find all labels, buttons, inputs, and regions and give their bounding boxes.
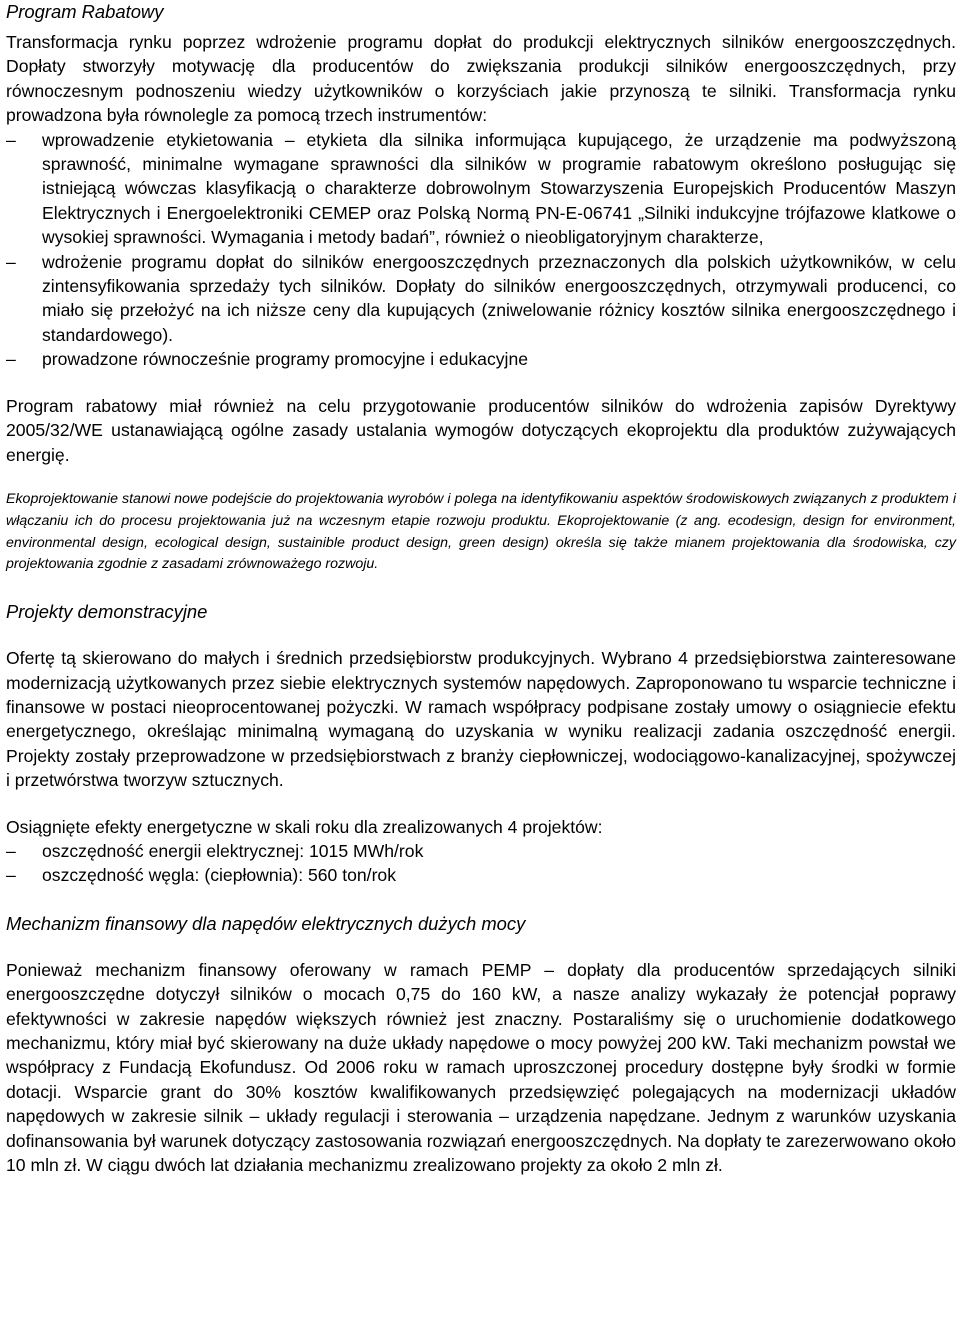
section-title-mechanizm-finansowy: Mechanizm finansowy dla napędów elektrycznych dużych mocy bbox=[6, 912, 526, 934]
list-item-text: wprowadzenie etykietowania – etykieta dla silnika informująca kupującego, że urządzenie ma podwyższoną sprawność, minimalne wymagane sprawności dla silników w programie rabatowym określono posługując się istniejącą wówczas klasyfikacją o charakterze dobrowolnym Stowarzyszenia Europejskich Producentów Maszyn Elektrycznych i Energoelektroniki CEMEP oraz Polską Normą PN-E-06741 „Silniki indukcyjne trójfazowe klatkowe o wysokiej sprawności. Wymagania i metody badań”, również o nieobligatoryjnym charakterze, bbox=[42, 129, 956, 248]
ecodesign-note: Ekoprojektowanie stanowi nowe podejście do projektowania wyrobów i polega na identyfikowaniu aspektów środowiskowych związanych z produktem i włączaniu ich do procesu projektowania już na wczesnym etapie rozwoju produktu. Ekoprojektowanie (z ang. ecodesign, design for environment, environmental design, ecological design, sustainible product design, green design) określa się także mianem projektowania dla środowiska, czy projektowania zgodnie z zasadami zrównoważego rozwoju. bbox=[6, 490, 956, 573]
effects-intro: Osiągnięte efekty energetyczne w skali roku dla zrealizowanych 4 projektów: bbox=[6, 816, 603, 837]
list-item-text: wdrożenie programu dopłat do silników energooszczędnych przeznaczonych dla polskich użytkowników, w celu zintensyfikowania sprzedaży tych silników. Dopłaty do silników energooszczędnych, otrzymywali producenci, co miało się przełożyć na ich niższe ceny dla kupujących (zniwelowanie różnicy kosztów silnika energooszczędnego i standardowego). bbox=[42, 251, 956, 345]
list-item bbox=[6, 250, 956, 348]
list-item bbox=[6, 128, 956, 250]
section-title-program-rabatowy: Program Rabatowy bbox=[6, 1, 164, 22]
dash-bullet-icon: – bbox=[6, 251, 16, 272]
dash-bullet-icon: – bbox=[6, 129, 16, 150]
dash-bullet-icon: – bbox=[6, 349, 16, 370]
demo-projects-paragraph: Ofertę tą skierowano do małych i średnich przedsiębiorstw produkcyjnych. Wybrano 4 przedsiębiorstwa zainteresowane modernizacją użytkowanych przez siebie elektrycznych systemów napędowych. Zaproponowano tu wsparcie techniczne i finansowe w postaci nieoprocentowanej pożyczki. W ramach współpracy podpisane zostały umowy o osiągniecie efektu energetycznego, określając minimalną wymaganą do uzyskania w wyniku realizacji zadania oszczędność energii. Projekty zostały przeprowadzone w przedsiębiorstwach z branży ciepłowniczej, wodociągowo-kanalizacyjnej, spożywczej i przetwórstwa tworzyw sztucznych. bbox=[6, 648, 956, 791]
instruments-list bbox=[6, 128, 956, 372]
intro-paragraph: Transformacja rynku poprzez wdrożenie programu dopłat do produkcji elektrycznych silników energooszczędnych. Dopłaty stworzyły motywację dla producentów do zwiększania produkcji silników energooszczędnych, przy równoczesnym podnoszeniu wiedzy użytkowników o korzyściach jakie przynoszą te silniki. Transformacja rynku prowadzona była równolegle za pomocą trzech instrumentów: bbox=[6, 32, 956, 126]
list-item-text: prowadzone równocześnie programy promocyjne i edukacyjne bbox=[42, 349, 529, 370]
list-item bbox=[6, 347, 956, 371]
list-item-text: oszczędność węgla: (ciepłownia): 560 ton/rok bbox=[42, 865, 397, 886]
summary-paragraph: Program rabatowy miał również na celu przygotowanie producentów silników do wdrożenia zapisów Dyrektywy 2005/32/WE ustanawiającą ogólne zasady ustalania wymogów dotyczących ekoprojektu dla produktów zużywających energię. bbox=[6, 395, 956, 465]
list-item-text: oszczędność energii elektrycznej: 1015 MWh/rok bbox=[42, 840, 424, 861]
list-item bbox=[6, 839, 956, 863]
section-title-projekty-demonstracyjne: Projekty demonstracyjne bbox=[6, 601, 208, 623]
dash-bullet-icon: – bbox=[6, 840, 16, 861]
effects-list bbox=[6, 839, 956, 888]
financial-mechanism-paragraph: Ponieważ mechanizm finansowy oferowany w ramach PEMP – dopłaty dla producentów sprzedających silniki energooszczędne dotyczył silników o mocach 0,75 do 160 kW, a nasze analizy wykazały że potencjał poprawy efektywności w zakresie napędów większych również jest znaczny. Postaraliśmy się o uruchomienie dodatkowego mechanizmu, który miał być skierowany na duże układy napędowe o mocy powyżej 200 kW. Taki mechanizm powstał we współpracy z Fundacją Ekofundusz. Od 2006 roku w ramach uproszczonej procedury dostępne były środki w formie dotacji. Wsparcie grant do 30% kosztów kwalifikowanych przedsięwzięć polegających na modernizacji układów napędowych w zakresie silnik – układy regulacji i sterowania – urządzenia napędzane. Jednym z warunków uzyskania dofinansowania był warunek dotyczący zastosowania rozwiązań energooszczędnych. Na dopłaty te zarezerwowano około 10 mln zł. W ciągu dwóch lat działania mechanizmu zrealizowano projekty za około 2 mln zł. bbox=[6, 959, 956, 1175]
dash-bullet-icon: – bbox=[6, 865, 16, 886]
list-item bbox=[6, 863, 956, 887]
